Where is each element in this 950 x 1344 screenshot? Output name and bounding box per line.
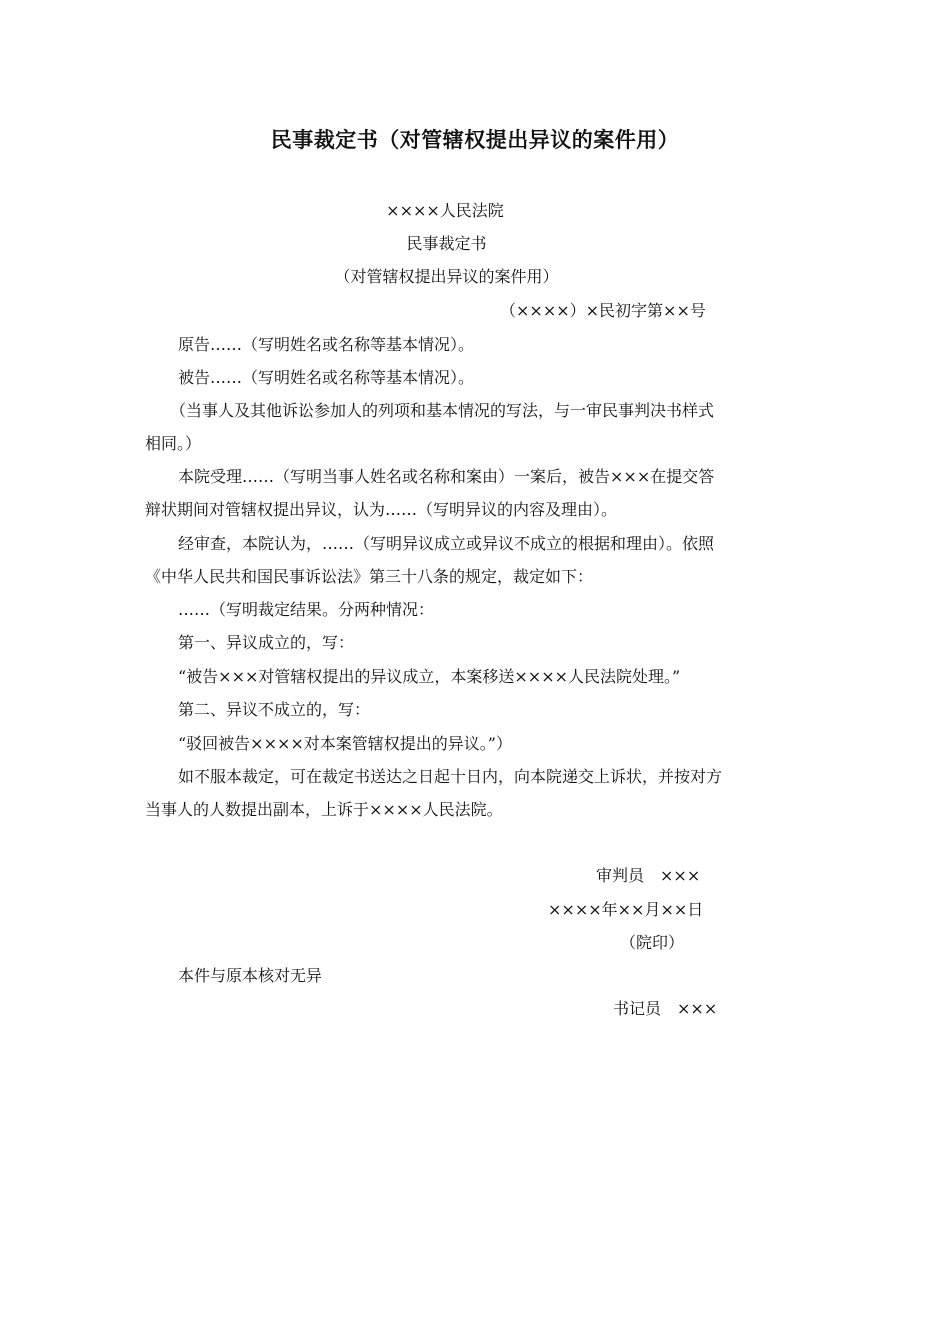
plaintiff-line: 原告……（写明姓名或名称等基本情况）。 bbox=[178, 335, 475, 354]
acceptance-line-1: 本院受理……（写明当事人姓名或名称和案由）一案后，被告×××在提交答 bbox=[178, 467, 715, 486]
acceptance-line-2: 辩状期间对管辖权提出异议，认为……（写明异议的内容及理由）。 bbox=[145, 500, 618, 519]
clerk-signature: 书记员 ××× bbox=[613, 999, 718, 1018]
case-one-text: “被告×××对管辖权提出的异议成立，本案移送××××人民法院处理。” bbox=[178, 667, 681, 686]
verification-note: 本件与原本核对无异 bbox=[178, 966, 323, 985]
parties-note-line-2: 相同。） bbox=[145, 434, 202, 453]
case-number: （××××）×民初字第××号 bbox=[500, 301, 706, 320]
document-title: 民事裁定书（对管辖权提出异议的案件用） bbox=[270, 127, 680, 152]
court-name: ××××人民法院 bbox=[386, 201, 504, 220]
case-one-heading: 第一、异议成立的，写： bbox=[178, 633, 355, 652]
case-two-text: “驳回被告××××对本案管辖权提出的异议。”） bbox=[178, 734, 512, 753]
result-intro-line: ……（写明裁定结果。分两种情况： bbox=[178, 600, 435, 619]
document-subtitle: （对管辖权提出异议的案件用） bbox=[334, 267, 559, 286]
judge-signature: 审判员 ××× bbox=[596, 866, 701, 885]
parties-note-line-1: （当事人及其他诉讼参加人的列项和基本情况的写法，与一审民事判决书样式 bbox=[170, 401, 715, 420]
court-seal: （院印） bbox=[620, 933, 685, 952]
document-type: 民事裁定书 bbox=[406, 234, 487, 253]
defendant-line: 被告……（写明姓名或名称等基本情况）。 bbox=[178, 368, 475, 387]
appeal-line-2: 当事人的人数提出副本，上诉于××××人民法院。 bbox=[145, 800, 503, 819]
appeal-line-1: 如不服本裁定，可在裁定书送达之日起十日内，向本院递交上诉状，并按对方 bbox=[178, 767, 723, 786]
review-line-1: 经审查，本院认为，……（写明异议成立或异议不成立的根据和理由）。依照 bbox=[178, 534, 715, 553]
signature-date: ××××年××月××日 bbox=[548, 900, 704, 919]
case-two-heading: 第二、异议不成立的，写： bbox=[178, 700, 371, 719]
review-line-2: 《中华人民共和国民事诉讼法》第三十八条的规定，裁定如下： bbox=[145, 567, 594, 586]
